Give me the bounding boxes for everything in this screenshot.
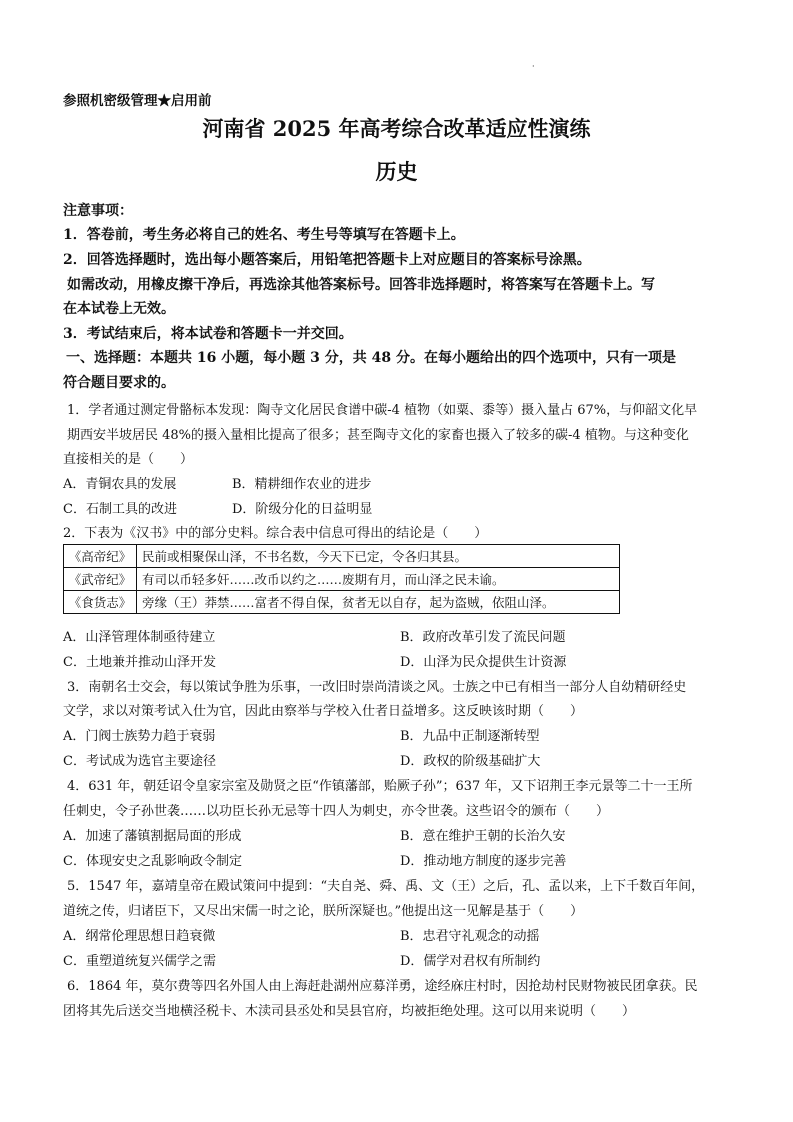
table-row	[64, 545, 620, 568]
q2-source-table	[63, 544, 620, 614]
q5-stem-line: 5．1547 年，嘉靖皇帝在殿试策问中提到：“夫自尧、舜、禹、文（王）之后，孔、孟以来，上下千数百年间，	[67, 879, 705, 894]
q3-stem-line: 文学，求以对策考试入仕为官，因此由察举与学校入仕者日益增多。这反映该时期（ ）	[63, 704, 584, 719]
exam-title: 河南省 2025 年高考综合改革适应性演练	[202, 116, 591, 141]
q1-option-c[interactable]: C．石制工具的改进	[63, 502, 177, 517]
q1-stem-line: 直接相关的是（ ）	[63, 452, 194, 467]
q4-option-a[interactable]: A．加速了藩镇割据局面的形成	[63, 829, 242, 844]
table-source-cell: 《食货志》	[64, 591, 137, 614]
q6-stem-line: 团将其先后送交当地横泾税卡、木渎司县丞处和吴县官府，均被拒绝处理。这可以用来说明（ ）	[63, 1004, 636, 1019]
q1-stem-line: 期西安半坡居民 48%的摄入量相比提高了很多；甚至陶寺文化的家畜也摄入了较多的碳-4 植物。与这种变化	[67, 428, 689, 443]
table-text-cell: 有司以币轻多奸……改币以约之……废期有月，而山泽之民未谕。	[137, 568, 620, 591]
notice-item-2: 2．回答选择题时，选出每小题答案后，用铅笔把答题卡上对应题目的答案标号涂黑。	[63, 252, 591, 268]
table-text-cell: 旁缘（王）莽禁……富者不得自保，贫者无以自存，起为盗贼，依阻山泽。	[137, 591, 620, 614]
notice-heading: 注意事项：	[63, 203, 133, 219]
section-heading: 一、选择题：本题共 16 小题，每小题 3 分，共 48 分。在每小题给出的四个选项中，只有一项是	[66, 350, 676, 366]
q2-option-b[interactable]: B．政府改革引发了流民问题	[400, 630, 566, 645]
q3-option-c[interactable]: C．考试成为选官主要途径	[63, 754, 216, 769]
q5-stem-line: 道统之传，归诸臣下，又尽出宋儒一时之论，朕所深疑也。”他提出这一见解是基于（ ）	[63, 904, 584, 919]
q1-option-a[interactable]: A．青铜农具的发展	[63, 477, 177, 492]
table-row	[64, 591, 620, 614]
q2-option-c[interactable]: C．土地兼并推动山泽开发	[63, 655, 216, 670]
exam-subject: 历史	[375, 159, 418, 184]
q4-option-b[interactable]: B．意在维护王朝的长治久安	[400, 829, 566, 844]
table-text-cell: 民前或相聚保山泽，不书名数，今天下已定，令各归其县。	[137, 545, 620, 568]
q3-option-a[interactable]: A．门阀士族势力趋于衰弱	[63, 729, 216, 744]
secret-mark: 参照机密级管理★启用前	[63, 93, 212, 109]
q2-option-a[interactable]: A．山泽管理体制亟待建立	[63, 630, 216, 645]
q5-option-d[interactable]: D．儒学对君权有所制约	[400, 954, 541, 969]
q1-option-b[interactable]: B．精耕细作农业的进步	[232, 477, 372, 492]
scan-dot: ·	[532, 62, 535, 71]
table-row	[64, 568, 620, 591]
q5-option-b[interactable]: B．忠君守礼观念的动摇	[400, 929, 540, 944]
notice-item-2-end: 在本试卷上无效。	[63, 301, 175, 317]
table-source-cell: 《武帝纪》	[64, 568, 137, 591]
q4-stem-line: 任刺史，令子孙世袭……以功臣长孙无忌等十四人为刺史，亦令世袭。这些诏令的颁布（ ）	[63, 804, 610, 819]
notice-item-2-cont: 如需改动，用橡皮擦干净后，再选涂其他答案标号。回答非选择题时，将答案写在答题卡上。写	[67, 277, 655, 293]
notice-item-1: 1．答卷前，考生务必将自己的姓名、考生号等填写在答题卡上。	[63, 227, 465, 243]
q2-stem: 2．下表为《汉书》中的部分史料。综合表中信息可得出的结论是（ ）	[63, 526, 488, 541]
notice-item-3: 3．考试结束后，将本试卷和答题卡一并交回。	[63, 326, 353, 342]
q4-option-d[interactable]: D．推动地方制度的逐步完善	[400, 854, 567, 869]
q5-option-a[interactable]: A．纲常伦理思想日趋衰微	[63, 929, 216, 944]
section-heading-cont: 符合题目要求的。	[63, 375, 175, 391]
table-source-cell: 《高帝纪》	[64, 545, 137, 568]
q2-option-d[interactable]: D．山泽为民众提供生计资源	[400, 655, 567, 670]
q4-option-c[interactable]: C．体现安史之乱影响政令制定	[63, 854, 242, 869]
q3-option-b[interactable]: B．九品中正制逐渐转型	[400, 729, 540, 744]
q3-option-d[interactable]: D．政权的阶级基础扩大	[400, 754, 541, 769]
q3-stem-line: 3．南朝名士交会，每以策试争胜为乐事，一改旧时崇尚清谈之风。士族之中已有相当一部分人自幼精研经史	[67, 680, 687, 695]
q5-option-c[interactable]: C．重塑道统复兴儒学之需	[63, 954, 216, 969]
q6-stem-line: 6．1864 年，莫尔费等四名外国人由上海赶赴湖州应募洋勇，途经庥庄村时，因抢劫村民财物被民团拿获。民	[67, 979, 698, 994]
q1-option-d[interactable]: D．阶级分化的日益明显	[232, 502, 373, 517]
q1-stem-line: 1．学者通过测定骨骼标本发现：陶寺文化居民食谱中碳-4 植物（如粟、黍等）摄入量占 67%，与仰韶文化早	[67, 403, 698, 418]
q4-stem-line: 4．631 年，朝廷诏令皇家宗室及勋贤之臣“作镇藩部，贻厥子孙”；637 年，又下诏荆王李元景等二十一王所	[67, 779, 693, 794]
